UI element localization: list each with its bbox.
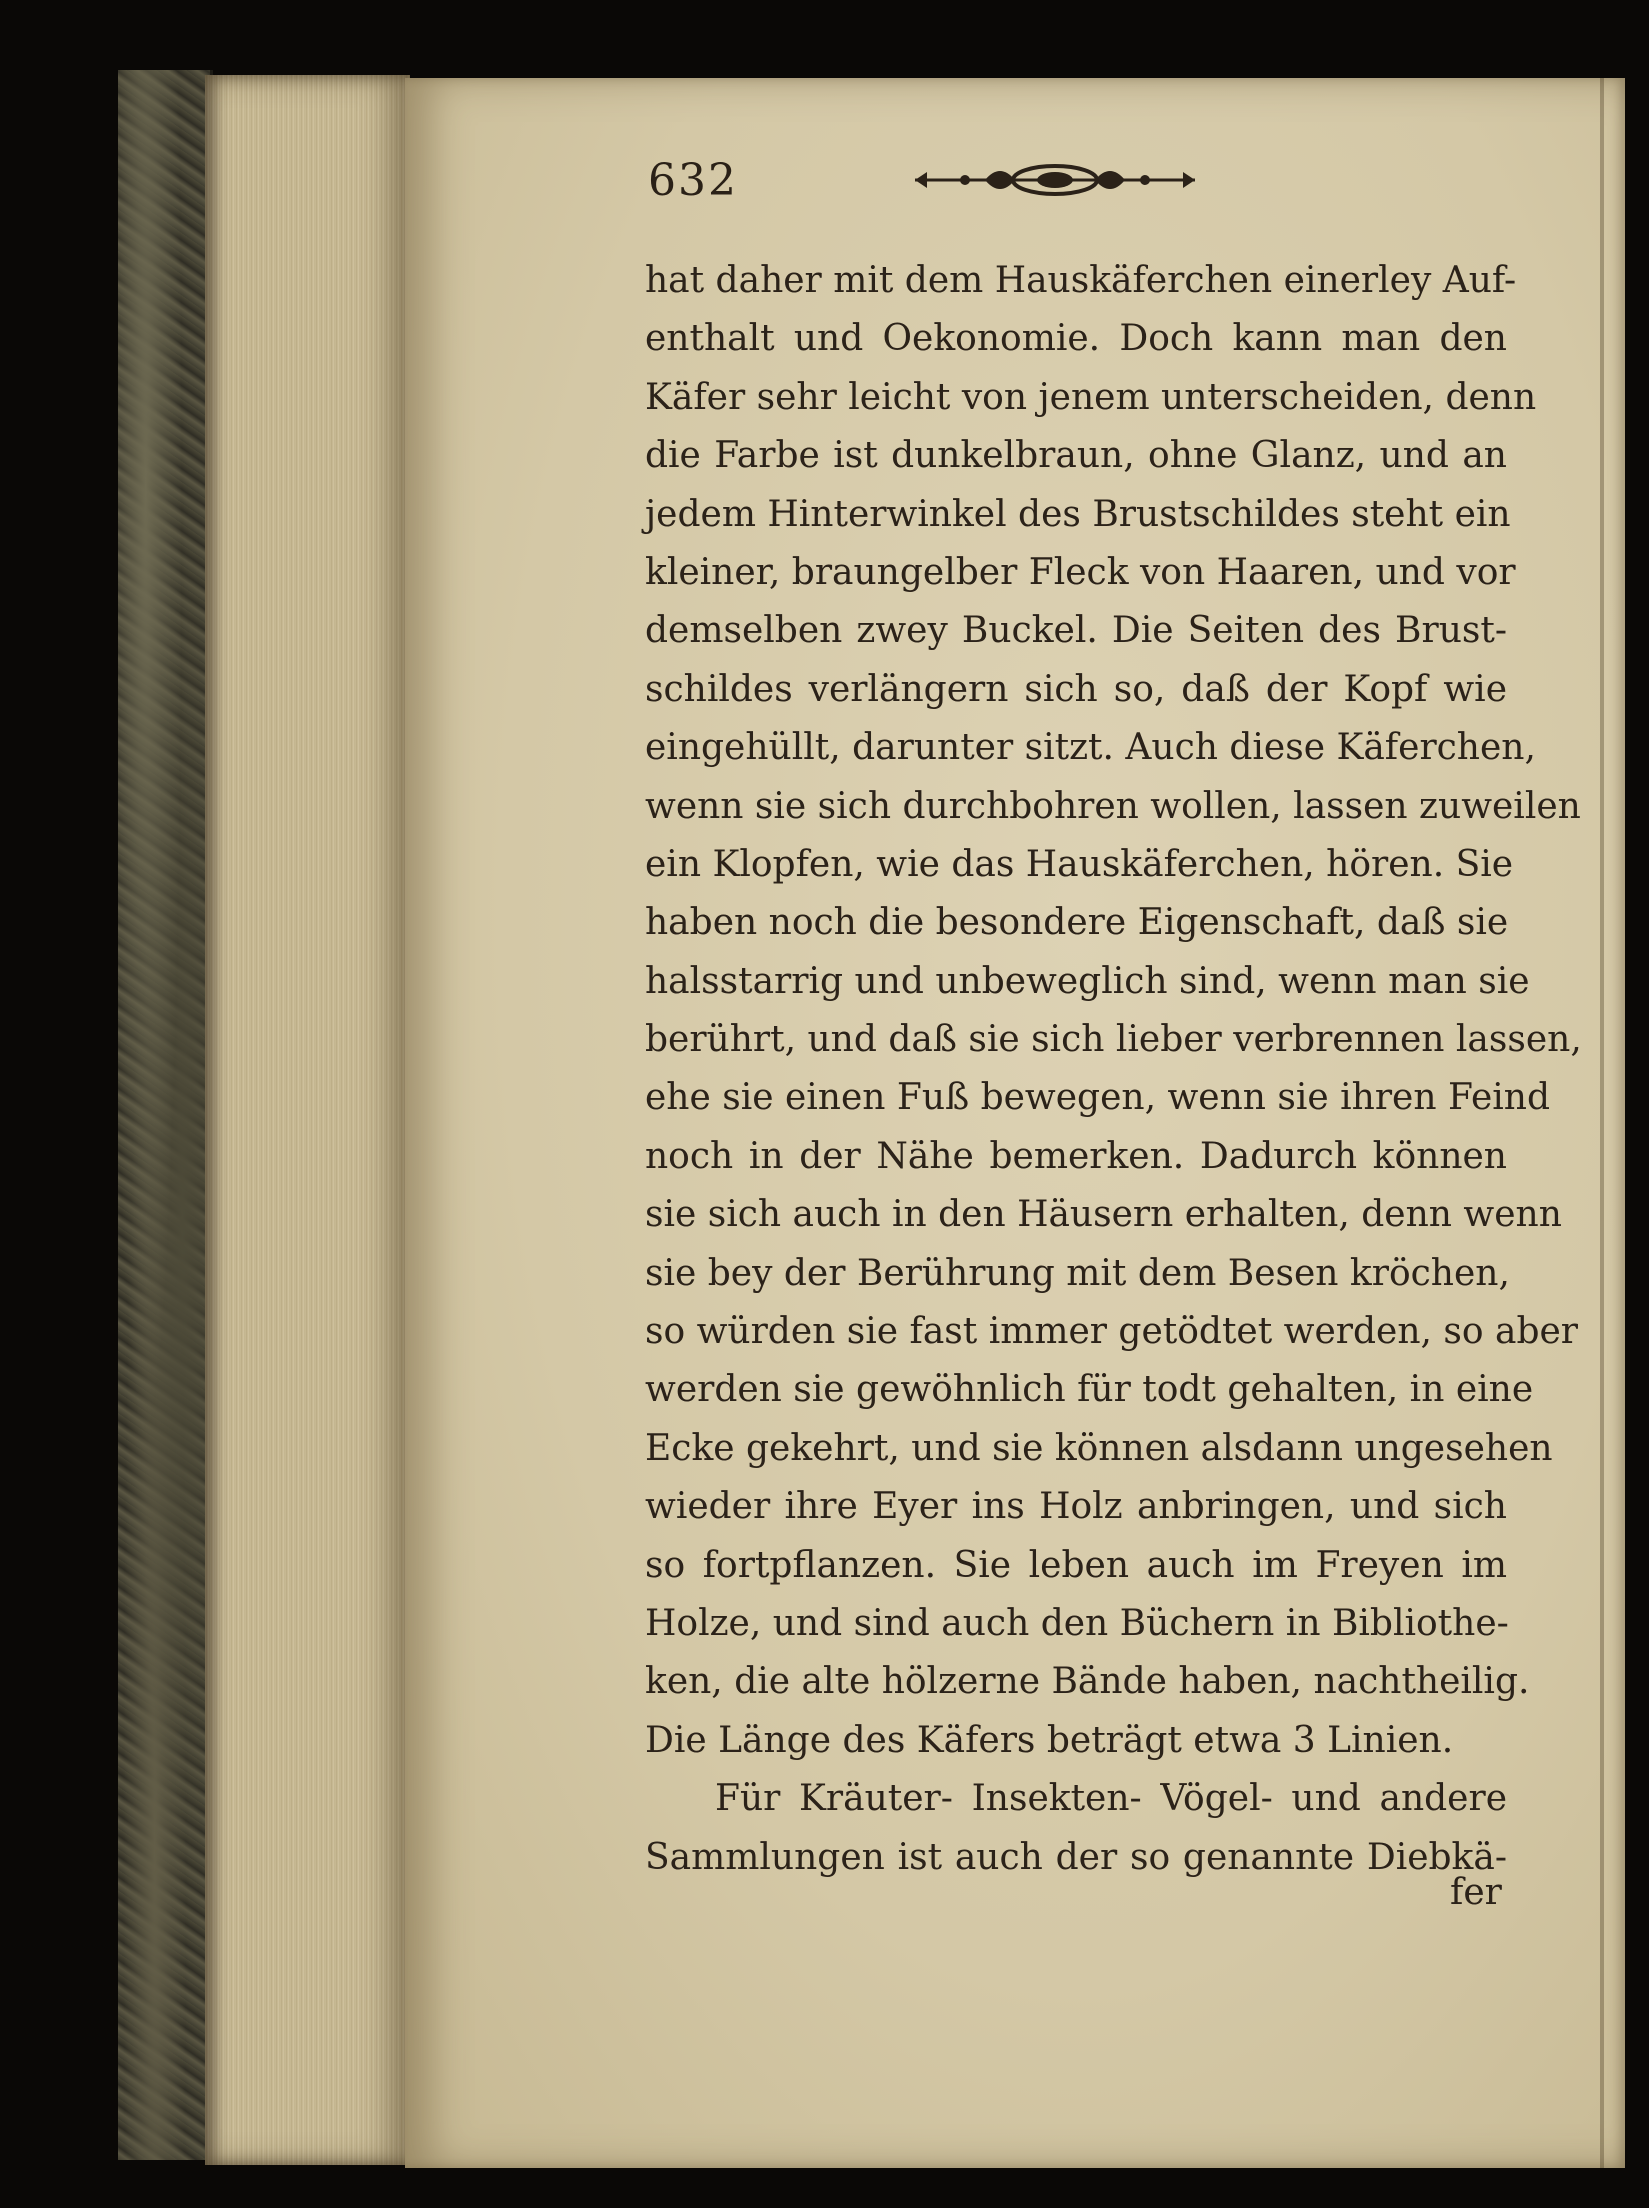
text-line: Holze, und sind auch den Büchern in Bibliothe- xyxy=(645,1602,1509,1644)
text-line: werden sie gewöhnlich für todt gehalten, in eine xyxy=(645,1369,1534,1411)
text-line: jedem Hinterwinkel des Brustschildes steht ein xyxy=(645,493,1511,535)
text-line: demselben zwey Buckel. Die Seiten des Brust- xyxy=(645,610,1507,652)
marbled-cover-board xyxy=(118,70,213,2160)
text-line: Die Länge des Käfers beträgt etwa 3 Linien. xyxy=(645,1719,1454,1761)
text-line: sie sich auch in den Häusern erhalten, denn wenn xyxy=(645,1194,1562,1236)
text-line: ein Klopfen, wie das Hauskäferchen, hören. Sie xyxy=(645,843,1514,885)
text-line: ken, die alte hölzerne Bände haben, nachtheilig. xyxy=(645,1661,1530,1703)
text-line: haben noch die besondere Eigenschaft, daß sie xyxy=(645,902,1509,944)
catchword: fer xyxy=(1450,1872,1502,1913)
text-line: Für Kräuter- Insekten- Vögel- und andere xyxy=(715,1778,1507,1820)
page-gutter xyxy=(1600,78,1604,2168)
fleuron-ornament-icon xyxy=(905,160,1205,200)
text-line: sie bey der Berührung mit dem Besen kröchen, xyxy=(645,1252,1510,1294)
text-line: so würden sie fast immer getödtet werden, so aber xyxy=(645,1311,1579,1353)
text-line: kleiner, braungelber Fleck von Haaren, und vor xyxy=(645,551,1516,593)
body-text xyxy=(645,252,1582,1887)
text-line: halsstarrig und unbeweglich sind, wenn man sie xyxy=(645,960,1530,1002)
page-number: 632 xyxy=(648,155,738,206)
text-line: die Farbe ist dunkelbraun, ohne Glanz, und an xyxy=(645,435,1507,477)
page-edges-stack xyxy=(205,75,410,2165)
text-line: Käfer sehr leicht von jenem unterscheiden, denn xyxy=(645,376,1537,418)
text-line: schildes verlängern sich so, daß der Kopf wie xyxy=(645,668,1507,710)
text-line: so fortpflanzen. Sie leben auch im Freyen im xyxy=(645,1544,1507,1586)
text-line: berührt, und daß sie sich lieber verbrennen lassen, xyxy=(645,1019,1582,1061)
text-line: enthalt und Oekonomie. Doch kann man den xyxy=(645,318,1507,360)
text-line: wenn sie sich durchbohren wollen, lassen zuweilen xyxy=(645,785,1581,827)
text-line: Ecke gekehrt, und sie können alsdann ungesehen xyxy=(645,1427,1553,1469)
text-line: wieder ihre Eyer ins Holz anbringen, und sich xyxy=(645,1486,1507,1528)
text-line: eingehüllt, darunter sitzt. Auch diese Käferchen, xyxy=(645,727,1536,769)
text-line: Sammlungen ist auch der so genannte Diebkä- xyxy=(645,1836,1507,1878)
text-line: hat daher mit dem Hauskäferchen einerley Auf- xyxy=(645,260,1517,301)
text-line: ehe sie einen Fuß bewegen, wenn sie ihren Feind xyxy=(645,1077,1551,1119)
text-line: noch in der Nähe bemerken. Dadurch können xyxy=(645,1135,1507,1177)
